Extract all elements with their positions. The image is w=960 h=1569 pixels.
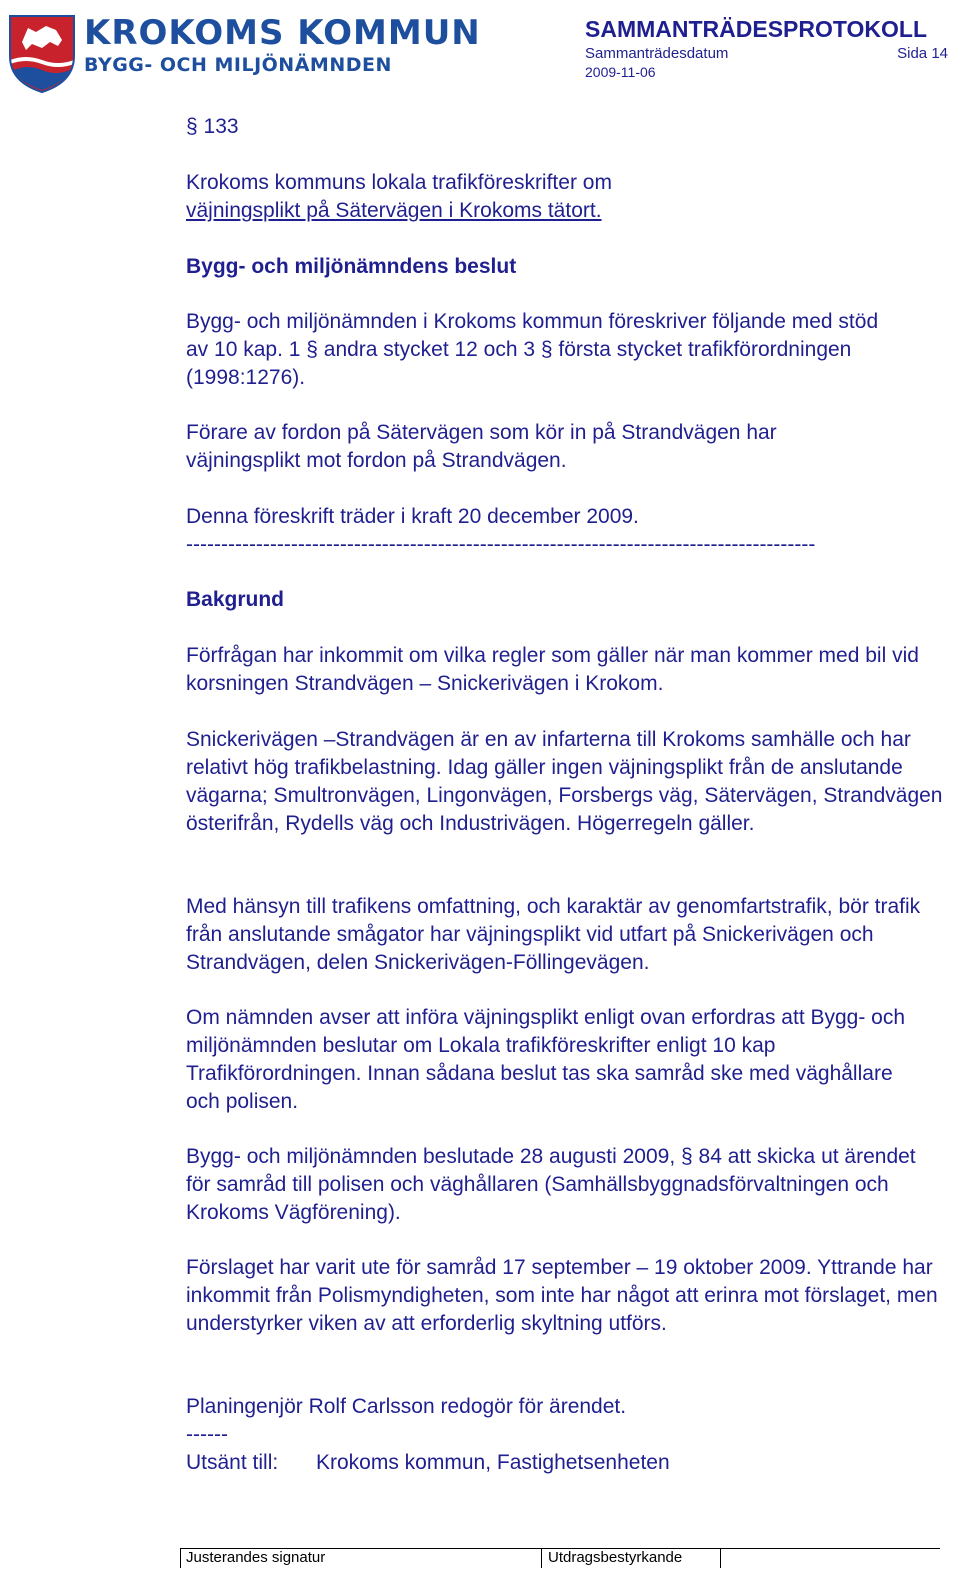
meeting-date: 2009-11-06 — [585, 64, 656, 80]
background-paragraph-3: Med hänsyn till trafikens omfattning, och karaktär av genomfartstrafik, bör trafik från anslutande smågator har väjningsplikt vid utfart på Snickerivägen och Strandvägen, delen Snickerivägen-Föllingevägen. — [186, 895, 921, 974]
decision-paragraph-3: Denna föreskrift träder i kraft 20 december 2009. — [186, 505, 639, 528]
subject-line-1: Krokoms kommuns lokala trafikföreskrifter om — [186, 171, 612, 194]
organization-name: KROKOMS KOMMUN — [84, 13, 481, 53]
decision-heading: Bygg- och miljönämndens beslut — [186, 255, 517, 278]
sent-to-label: Utsänt till: — [186, 1451, 279, 1474]
municipality-logo — [6, 12, 78, 94]
background-paragraph-5: Bygg- och miljönämnden beslutade 28 augusti 2009, § 84 att skicka ut ärendet för samråd till polisen och väghållaren (Samhällsbyggnadsförvaltningen och Krokoms Vägförening). — [186, 1145, 916, 1224]
background-paragraph-6: Förslaget har varit ute för samråd 17 september – 19 oktober 2009. Yttrande har inkommit från Polismyndigheten, som inte har något att erinra mot förslaget, men understyrker viken av att erforderlig skyltning utförs. — [186, 1256, 938, 1335]
subject-line-2: väjningsplikt på Sätervägen i Krokoms tätort. — [186, 199, 602, 222]
certification-box-edge — [720, 1548, 721, 1568]
decision-paragraph-2: Förare av fordon på Sätervägen som kör in på Strandvägen har väjningsplikt mot fordon på Strandvägen. — [186, 421, 777, 472]
background-paragraph-1: Förfrågan har inkommit om vilka regler som gäller när man kommer med bil vid korsningen Strandvägen – Snickerivägen i Krokom. — [186, 644, 919, 695]
background-heading: Bakgrund — [186, 588, 285, 611]
paragraph-number: § 133 — [186, 115, 239, 138]
decision-paragraph-1: Bygg- och miljönämnden i Krokoms kommun föreskriver följande med stöd av 10 kap. 1 § andra stycket 12 och 3 § första stycket trafikförordningen (1998:1276). — [186, 310, 879, 389]
page-number: Sida 14 — [897, 45, 948, 62]
signature-label: Justerandes signatur — [186, 1549, 326, 1566]
background-paragraph-4: Om nämnden avser att införa väjningsplikt enligt ovan erfordras att Bygg- och miljönämnden beslutar om Lokala trafikföreskrifter enligt 10 kap Trafikförordningen. Innan sådana beslut tas ska samråd ske med väghållare och polisen. — [186, 1006, 906, 1113]
sent-to-value: Krokoms kommun, Fastighetsenheten — [316, 1451, 670, 1474]
short-separator: ------ — [186, 1423, 228, 1446]
background-paragraph-2: Snickerivägen –Strandvägen är en av infarterna till Krokoms samhälle och har relativt hög trafikbelastning. Idag gäller ingen väjningsplikt från de anslutande vägarna; Smultronvägen, Lingonvägen, Forsbergs väg, Sätervägen, Strandvägen österifrån, Rydells väg och Industrivägen. Högerregeln gäller. — [186, 728, 943, 835]
document-title: SAMMANTRÄDESPROTOKOLL — [585, 16, 928, 42]
meeting-date-label: Sammanträdesdatum — [585, 45, 729, 62]
background-paragraph-7: Planingenjör Rolf Carlsson redogör för ärendet. — [186, 1395, 627, 1418]
organization-subtitle: BYGG- OCH MILJÖNÄMNDEN — [84, 54, 392, 76]
coat-of-arms-icon — [6, 12, 78, 94]
separator-line: ------------------------------------------------------------------------------------------ — [186, 533, 816, 556]
certification-label: Utdragsbestyrkande — [548, 1549, 683, 1566]
organization-block — [84, 14, 481, 76]
